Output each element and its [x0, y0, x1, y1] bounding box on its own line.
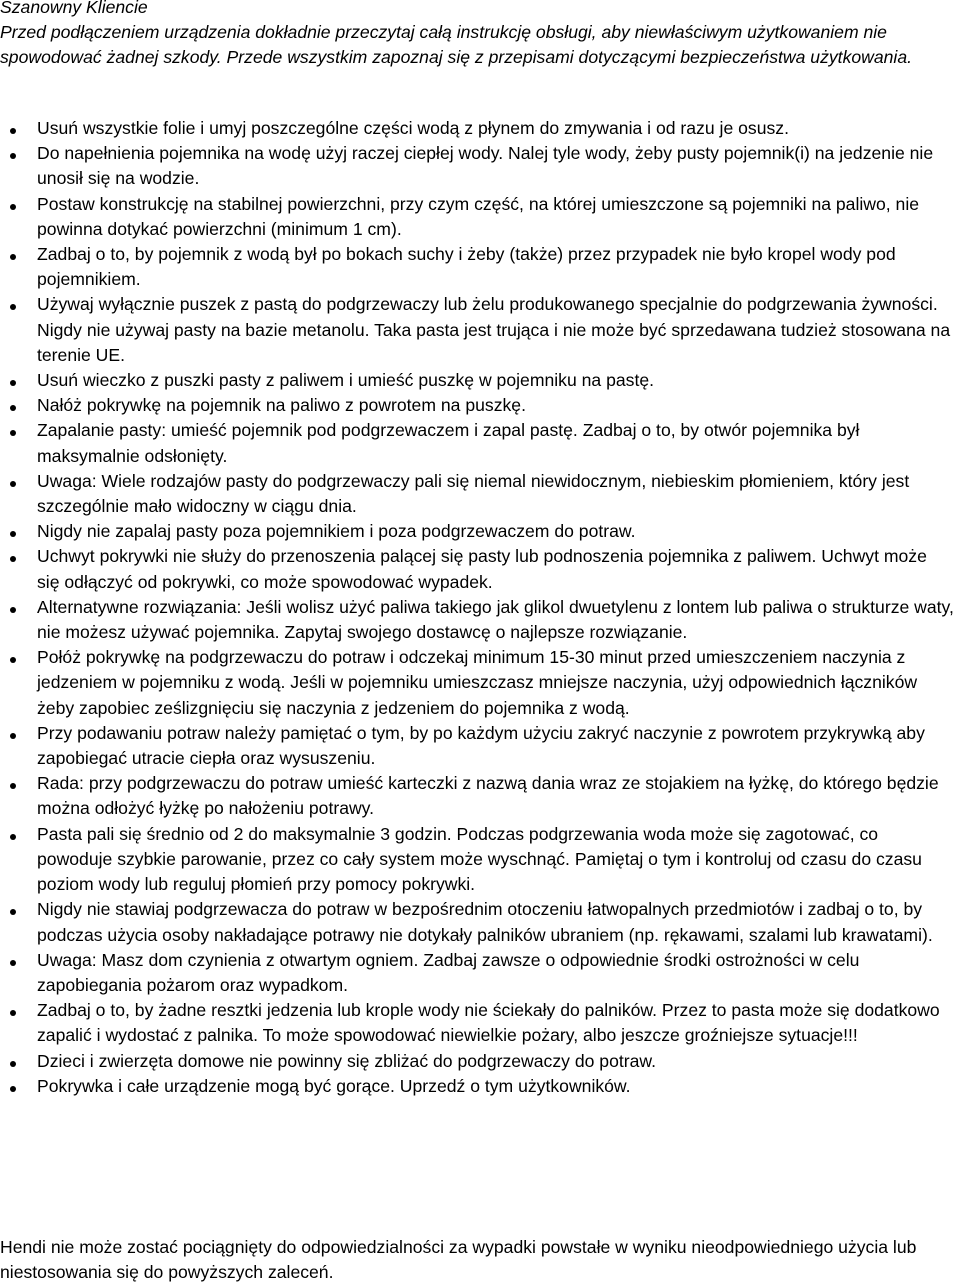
list-item: Uwaga: Wiele rodzajów pasty do podgrzewaczy pali się niemal niewidocznym, niebieskim płomieniem, który jest szczególnie mało widoczny w ciągu dnia.: [0, 469, 960, 519]
list-item: Uchwyt pokrywki nie służy do przenoszenia palącej się pasty lub podnoszenia pojemnika z paliwem. Uchwyt może się odłączyć od pokrywki, co może spowodować wypadek.: [0, 544, 960, 594]
list-item: Rada: przy podgrzewaczu do potraw umieść karteczki z nazwą dania wraz ze stojakiem na łyżkę, do którego będzie można odłożyć łyżkę po nałożeniu potrawy.: [0, 771, 960, 821]
safety-instructions-list: [0, 116, 960, 1099]
list-item: Uwaga: Masz dom czynienia z otwartym ogniem. Zadbaj zawsze o odpowiednie środki ostrożności w celu zapobiegania pożarom oraz wypadkom.: [0, 948, 960, 998]
list-item: Usuń wieczko z puszki pasty z paliwem i umieść puszkę w pojemniku na pastę.: [0, 368, 960, 393]
disclaimer-text: Hendi nie może zostać pociągnięty do odpowiedzialności za wypadki powstałe w wyniku nieodpowiedniego użycia lub niestosowania się do powyższych zaleceń.: [0, 1237, 917, 1283]
list-item: Pasta pali się średnio od 2 do maksymalnie 3 godzin. Podczas podgrzewania woda może się zagotować, co powoduje szybkie parowanie, przez co cały system może wyschnąć. Pamiętaj o tym i kontroluj od czasu do czasu poziom wody lub reguluj płomień przy pomocy pokrywki.: [0, 822, 960, 898]
list-item: Zadbaj o to, by żadne resztki jedzenia lub krople wody nie ściekały do palników. Przez to pasta może się dodatkowo zapalić i wydostać z palnika. To może spowodować niewielkie pożary, albo jeszcze groźniejsze sytuacje!!!: [0, 998, 960, 1048]
list-item: Usuń wszystkie folie i umyj poszczególne części wodą z płynem do zmywania i od razu je osusz.: [0, 116, 960, 141]
intro-text: Przed podłączeniem urządzenia dokładnie przeczytaj całą instrukcję obsługi, aby niewłaściwym użytkowaniem nie spowodować żadnej szkody. Przede wszystkim zapoznaj się z przepisami dotyczącymi bezpieczeństwa użytkowania.: [0, 22, 913, 68]
list-item: Do napełnienia pojemnika na wodę użyj raczej ciepłej wody. Nalej tyle wody, żeby pusty pojemnik(i) na jedzenie nie unosił się na wodzie.: [0, 141, 960, 191]
list-item: Zadbaj o to, by pojemnik z wodą był po bokach suchy i żeby (także) przez przypadek nie było kropel wody pod pojemnikiem.: [0, 242, 960, 292]
list-item: Pokrywka i całe urządzenie mogą być gorące. Uprzedź o tym użytkowników.: [0, 1074, 960, 1099]
list-item: Używaj wyłącznie puszek z pastą do podgrzewaczy lub żelu produkowanego specjalnie do podgrzewania żywności. Nigdy nie używaj pasty na bazie metanolu. Taka pasta jest trująca i nie może być sprzedawana tudzież stosowana na terenie UE.: [0, 292, 960, 368]
list-item: Alternatywne rozwiązania: Jeśli wolisz użyć paliwa takiego jak glikol dwuetylenu z lontem lub paliwa o strukturze waty, nie możesz używać pojemnika. Zapytaj swojego dostawcę o najlepsze rozwiązanie.: [0, 595, 960, 645]
list-item: Nałóż pokrywkę na pojemnik na paliwo z powrotem na puszkę.: [0, 393, 960, 418]
intro-block: [0, 0, 940, 71]
list-item: Postaw konstrukcję na stabilnej powierzchni, przy czym część, na której umieszczone są pojemniki na paliwo, nie powinna dotykać powierzchni (minimum 1 cm).: [0, 192, 960, 242]
list-item: Połóż pokrywkę na podgrzewaczu do potraw i odczekaj minimum 15-30 minut przed umieszczeniem naczynia z jedzeniem w pojemniku z wodą. Jeśli w pojemniku umieszczasz mniejsze naczynia, użyj odpowiednich łączników żeby zapobiec ześlizgnięciu się naczynia z jedzeniem do pojemnika z wodą.: [0, 645, 960, 721]
list-item: Zapalanie pasty: umieść pojemnik pod podgrzewaczem i zapal pastę. Zadbaj o to, by otwór pojemnika był maksymalnie odsłonięty.: [0, 418, 960, 468]
list-item: Nigdy nie zapalaj pasty poza pojemnikiem i poza podgrzewaczem do potraw.: [0, 519, 960, 544]
list-item: Przy podawaniu potraw należy pamiętać o tym, by po każdym użyciu zakryć naczynie z powrotem przykrywką aby zapobiegać utracie ciepła oraz wysuszeniu.: [0, 721, 960, 771]
list-item: Nigdy nie stawiaj podgrzewacza do potraw w bezpośrednim otoczeniu łatwopalnych przedmiotów i zadbaj o to, by podczas użycia osoby nakładające potrawy nie dotykały palników ubraniem (np. rękawami, szalami lub krawatami).: [0, 897, 960, 947]
list-item: Dzieci i zwierzęta domowe nie powinny się zbliżać do podgrzewaczy do potraw.: [0, 1049, 960, 1074]
greeting-heading: Szanowny Kliencie: [0, 0, 148, 17]
